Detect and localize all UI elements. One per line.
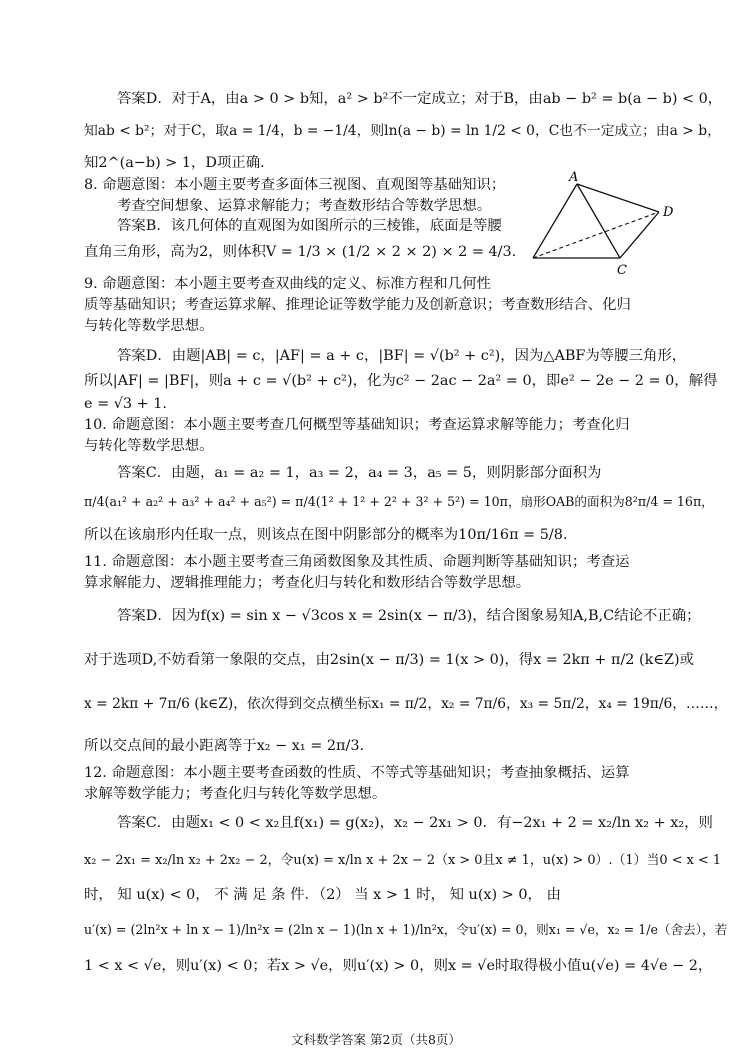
edge-AB (533, 184, 577, 258)
text-line: 1 < x < √e，则u′(x) < 0；若x > √e，则u′(x) > 0，则x = √e时取得极小值u(√e) = 4√e − 2， (84, 958, 713, 974)
text-line: 答案C．由题x₁ < 0 < x₂且f(x₁) = g(x₂)，x₂ − 2x₁ > 0．有−2x₁ + 2 = x₂/ln x₂ + x₂，则 (117, 815, 713, 831)
text-line: 所以交点间的最小距离等于x₂ − x₁ = 2π/3. (84, 738, 365, 754)
text-line: 答案D．对于A，由a > 0 > b知，a² > b²不一定成立；对于B，由ab − b² = b(a − b) < 0， (117, 91, 723, 107)
text-line: 知ab < b²；对于C，取a = 1/4，b = −1/4，则ln(a − b) = ln 1/2 < 0，C也不一定成立；由a > b， (84, 123, 721, 139)
text-line: 答案C．由题，a₁ = a₂ = 1，a₃ = 2，a₄ = 3，a₅ = 5，则阴影部分面积为 (117, 465, 602, 481)
text-line: 直角三角形，高为2，则体积V = 1/3 × (1/2 × 2 × 2) × 2 = 4/3. (84, 244, 517, 260)
text-line: 考查空间想象、运算求解能力；考查数形结合等数学思想。 (117, 198, 492, 214)
text-line: 答案D．因为f(x) = sin x − √3cos x = 2sin(x − π/3)，结合图象易知A,B,C结论不正确； (117, 608, 701, 624)
text-line: 所以|AF| = |BF|，则a + c = √(b² + c²)，化为c² − 2ac − 2a² = 0，即e² − 2e − 2 = 0，解得 (84, 373, 718, 389)
edge-AC (577, 184, 620, 258)
text-line: x₂ − 2x₁ = x₂/ln x₂ + 2x₂ − 2，令u(x) = x/ln x + 2x − 2（x > 0且x ≠ 1，u(x) > 0）.（1）当0 < x < 1 (84, 853, 722, 868)
pyramid-figure (525, 170, 705, 280)
text-line: 对于选项D,不妨看第一象限的交点，由2sin(x − π/3) = 1(x > 0)，得x = 2kπ + π/2 (k∈Z)或 (84, 652, 695, 668)
text-line: 与转化等数学思想。 (84, 318, 214, 334)
text-line: e = √3 + 1. (84, 396, 167, 412)
vertex-label-C: C (617, 263, 627, 278)
text-line: 时， 知 u(x) < 0， 不 满 足 条 件．（2） 当 x > 1 时， 知 u(x) > 0， 由 (84, 887, 561, 903)
text-line: 答案B．该几何体的直观图为如图所示的三棱锥，底面是等腰 (117, 218, 502, 234)
text-line: x = 2kπ + 7π/6 (k∈Z)，依次得到交点横坐标x₁ = π/2，x₂ = 7π/6，x₃ = 5π/2，x₄ = 19π/6，……， (84, 696, 728, 712)
question-heading: 10. 命题意图：本小题主要考查几何概型等基础知识；考查运算求解等能力；考查化归 (84, 417, 630, 433)
question-heading: 9. 命题意图：本小题主要考查双曲线的定义、标准方程和几何性 (84, 276, 491, 292)
question-heading: 11. 命题意图：本小题主要考查三角函数图象及其性质、命题判断等基础知识；考查运 (84, 554, 630, 570)
text-line: 质等基础知识；考查运算求解、推理论证等数学能力及创新意识；考查数形结合、化归 (84, 297, 631, 313)
text-line: 所以在该扇形内任取一点，则该点在图中阴影部分的概率为10π/16π = 5/8. (84, 527, 568, 543)
text-line: 与转化等数学思想。 (84, 438, 214, 454)
page-footer: 文科数学答案 第2页（共8页） (291, 1032, 461, 1047)
edge-AD (577, 184, 659, 212)
text-line: π/4(a₁² + a₂² + a₃² + a₄² + a₅²) = π/4(1² + 1² + 2² + 3² + 5²) = 10π，扇形OAB的面积为8²π/4 = 16π， (84, 494, 714, 509)
text-line: 算求解能力、逻辑推理能力；考查化归与转化和数形结合等数学思想。 (84, 575, 531, 591)
text-line: 求解等数学能力；考查化归与转化等数学思想。 (84, 786, 387, 802)
vertex-label-D: D (663, 205, 674, 220)
text-line: 答案D．由题|AB| = c，|AF| = a + c，|BF| = √(b² + c²)，因为△ABF为等腰三角形， (117, 348, 687, 364)
vertex-label-A: A (569, 170, 579, 185)
text-line: u′(x) = (2ln²x + ln x − 1)/ln²x = (2ln x − 1)(ln x + 1)/ln²x，令u′(x) = 0，则x₁ = √e，x₂ = 1/e（舍去），若 (84, 922, 728, 937)
text-line: 知2^(a−b) > 1，D项正确. (84, 155, 265, 171)
question-heading: 12. 命题意图：本小题主要考查函数的性质、不等式等基础知识；考查抽象概括、运算 (84, 765, 630, 781)
question-heading: 8. 命题意图：本小题主要考查多面体三视图、直观图等基础知识； (84, 177, 506, 193)
